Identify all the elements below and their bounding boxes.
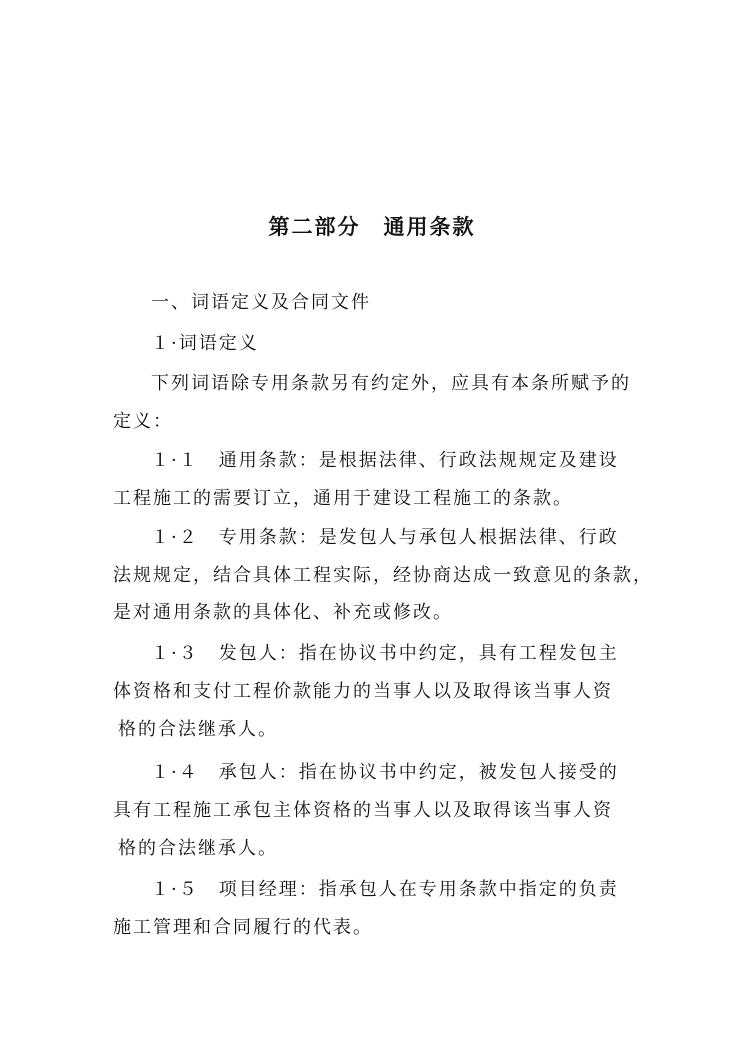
clause-1-1-line-1: １·１ 通用条款：是根据法律、行政法规规定及建设 bbox=[151, 450, 619, 471]
intro-line-2: 定义： bbox=[113, 411, 173, 432]
clause-1-4-line-1: １·４ 承包人：指在协议书中约定，被发包人接受的 bbox=[151, 762, 619, 783]
subsection-heading: １·词语定义 bbox=[151, 333, 259, 354]
clause-1-2-line-2: 法规规定，结合具体工程实际，经协商达成一致意见的条款， bbox=[113, 565, 653, 586]
section-heading: 一、词语定义及合同文件 bbox=[151, 292, 371, 313]
clause-1-2-line-1: １·２ 专用条款：是发包人与承包人根据法律、行政 bbox=[151, 527, 619, 548]
clause-1-1-line-2: 工程施工的需要订立，通用于建设工程施工的条款。 bbox=[113, 488, 573, 509]
clause-1-4-line-2: 具有工程施工承包主体资格的当事人以及取得该当事人资 bbox=[113, 800, 613, 821]
clause-1-4-line-3: 格的合法继承人。 bbox=[118, 838, 278, 859]
intro-line-1: 下列词语除专用条款另有约定外，应具有本条所赋予的 bbox=[151, 373, 631, 394]
clause-1-2-line-3: 是对通用条款的具体化、补充或修改。 bbox=[113, 602, 453, 623]
clause-1-3-line-1: １·３ 发包人：指在协议书中约定，具有工程发包主 bbox=[151, 643, 619, 664]
clause-1-3-line-2: 体资格和支付工程价款能力的当事人以及取得该当事人资 bbox=[113, 681, 613, 702]
clause-1-3-line-3: 格的合法继承人。 bbox=[118, 719, 278, 740]
clause-1-5-line-1: １·５ 项目经理：指承包人在专用条款中指定的负责 bbox=[151, 879, 619, 900]
clause-1-5-line-2: 施工管理和合同履行的代表。 bbox=[113, 917, 373, 938]
document-title: 第二部分 通用条款 bbox=[268, 214, 476, 239]
